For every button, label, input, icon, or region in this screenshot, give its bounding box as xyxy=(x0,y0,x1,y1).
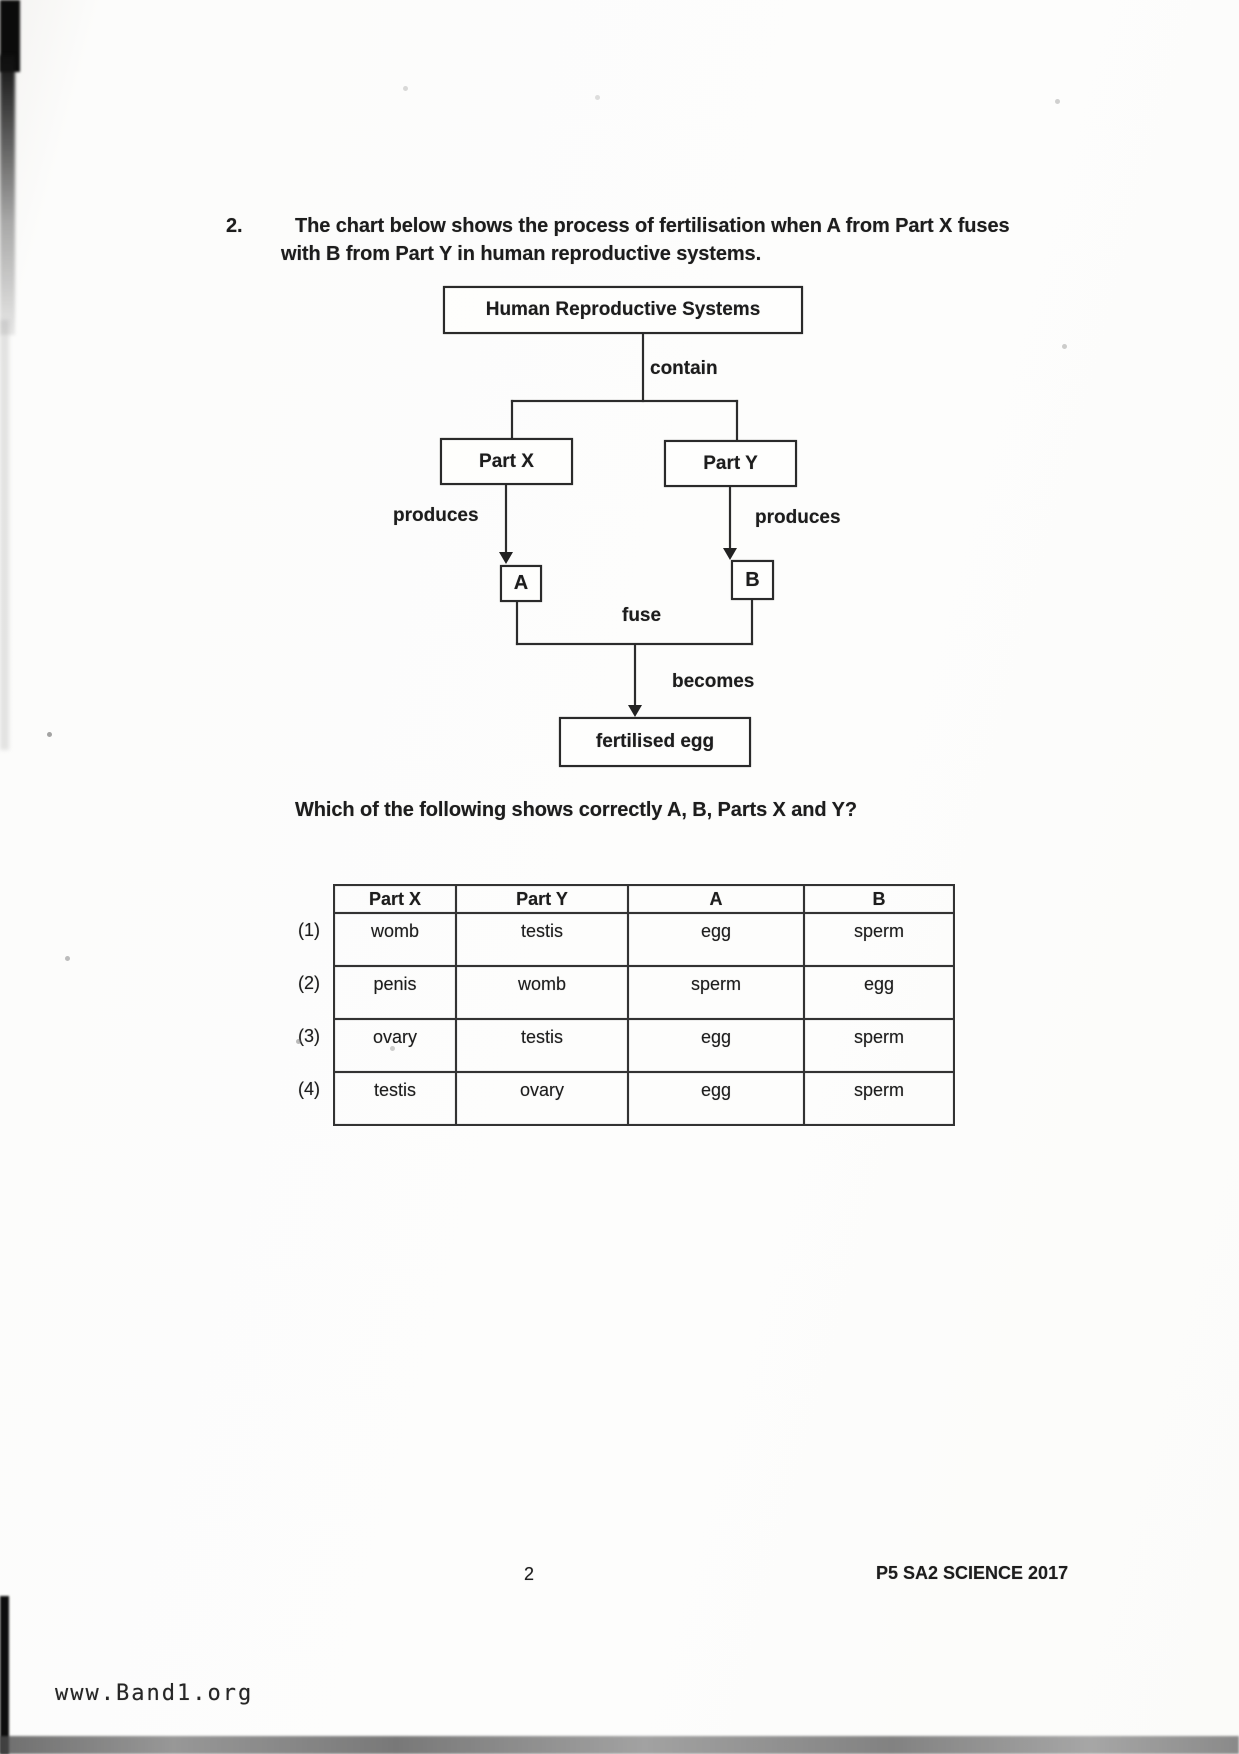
part-y-box: Part Y xyxy=(664,440,797,487)
part-x-box: Part X xyxy=(440,438,573,485)
connector-b-down xyxy=(751,600,753,645)
question-text-line1: The chart below shows the process of fertilisation when A from Part X fuses xyxy=(295,215,1010,237)
option-label-3: (3) xyxy=(298,1026,320,1046)
cell: sperm xyxy=(628,966,804,1019)
contain-label: contain xyxy=(650,358,718,379)
scan-artifact-top-left xyxy=(0,0,20,72)
connector-root-down xyxy=(642,334,644,402)
connector-partx-to-a xyxy=(505,485,507,553)
option-label-1: (1) xyxy=(298,920,320,940)
flowchart-root-box: Human Reproductive Systems xyxy=(443,286,803,334)
scan-artifact-specks xyxy=(0,0,3,3)
scan-artifact-left-upper xyxy=(0,55,15,335)
header-part-x: Part X xyxy=(334,885,456,913)
fertilised-egg-box: fertilised egg xyxy=(559,717,751,767)
header-b: B xyxy=(804,885,954,913)
arrowhead-a xyxy=(499,552,513,564)
cell: egg xyxy=(628,1019,804,1072)
cell: egg xyxy=(804,966,954,1019)
a-box: A xyxy=(500,565,542,602)
connector-branch-right xyxy=(736,400,738,441)
connector-a-down xyxy=(516,602,518,645)
question-number: 2. xyxy=(226,215,243,237)
watermark-url: www.Band1.org xyxy=(55,1681,254,1706)
exam-code: P5 SA2 SCIENCE 2017 xyxy=(876,1563,1069,1583)
page-number: 2 xyxy=(524,1564,535,1584)
table-header-row xyxy=(334,885,954,913)
cell: sperm xyxy=(804,1072,954,1125)
cell: testis xyxy=(456,1019,628,1072)
table-row xyxy=(334,966,954,1019)
connector-branch-horizontal xyxy=(511,400,738,402)
cell: womb xyxy=(456,966,628,1019)
option-label-4: (4) xyxy=(298,1079,320,1099)
scan-artifact-bottom-left xyxy=(0,1596,9,1754)
table-row xyxy=(334,913,954,966)
cell: ovary xyxy=(334,1019,456,1072)
question-text-line2: with B from Part Y in human reproductive systems. xyxy=(281,243,762,265)
connector-party-to-b xyxy=(729,487,731,549)
connector-fuse-down xyxy=(634,645,636,707)
produces-left-label: produces xyxy=(393,505,479,526)
cell: egg xyxy=(628,1072,804,1125)
cell: ovary xyxy=(456,1072,628,1125)
cell: penis xyxy=(334,966,456,1019)
header-part-y: Part Y xyxy=(456,885,628,913)
fuse-label: fuse xyxy=(622,605,662,626)
cell: womb xyxy=(334,913,456,966)
connector-branch-left xyxy=(511,400,513,439)
cell: sperm xyxy=(804,913,954,966)
becomes-label: becomes xyxy=(672,671,755,692)
table-row xyxy=(334,1072,954,1125)
scan-artifact-bottom-band xyxy=(0,1736,1239,1754)
produces-right-label: produces xyxy=(755,507,841,528)
arrowhead-fertilised-egg xyxy=(628,705,642,717)
option-label-2: (2) xyxy=(298,973,320,993)
follow-up-question: Which of the following shows correctly A, B, Parts X and Y? xyxy=(295,799,857,821)
cell: testis xyxy=(456,913,628,966)
table-row xyxy=(334,1019,954,1072)
b-box: B xyxy=(731,560,774,600)
cell: sperm xyxy=(804,1019,954,1072)
cell: egg xyxy=(628,913,804,966)
cell: testis xyxy=(334,1072,456,1125)
answer-options-table xyxy=(333,884,955,1126)
header-a: A xyxy=(628,885,804,913)
scan-artifact-left-faint xyxy=(0,320,9,750)
arrowhead-b xyxy=(723,548,737,560)
